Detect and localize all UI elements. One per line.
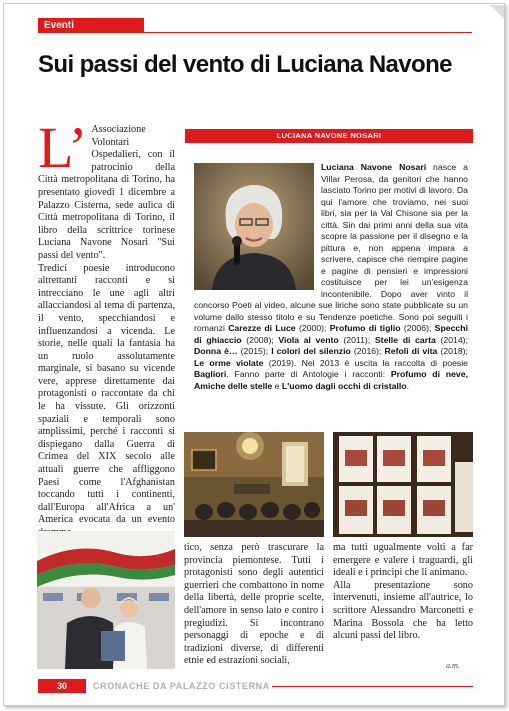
photo-event-room (184, 432, 324, 537)
author-biography: Luciana Navone Nosari nasce a Villar Perosa, da genitori che hanno lasciato Torino per motivi di lavoro. Da qui l'amore che troviamo, nei suoi libri, sia per la Val Chisone sia per la città. Sin dai primi anni della sua vita scopre la passione per il disegno e la pittura e, non appena impara a scrivere, capisce che riempire pagine e pagine di pensieri e impressioni costituisce per lei un'esigenza incontenibile. Dopo aver vinto il concorso Poeti al video, alcune sue liriche sono state pubblicate su un volume dallo stesso titolo e su Tendenze poetiche. Sono poi seguiti i romanzi Carezze di Luce (2000); Profumo di tiglio (2006); Specchi di ghiaccio (2008); Viola al vento (2011); Stelle di carta (2014); Donna è… (2015); I colori del silenzio (2016); Refoli di vita (2018); Le orme violate (2019). Nel 2013 è uscita la raccolta di poesie Bagliori. Fanno parte di Antologie i racconti: Profumo di neve, Amiche delle stelle e L'uomo dagli occhi di cristallo. (194, 162, 469, 391)
book-title: Le orme violate (194, 357, 264, 368)
book-title: Bagliori (194, 369, 227, 379)
article-paragraph: Tredici poesie introducono altrettanti racconti e si intrecciano le une agli altri allacciandosi al tema di partenza, il vento, specchiandosi e influenzandosi a vicenda. Le storie, nelle quali la fantasia ha un ruolo assolutamente marginale, si basano su vicende vere, apprese direttamente dai protagonisti o raccontate da chi le ha vissute. Gli orizzonti spaziali e temporali sono amplissimi, perché i racconti si dispiegano dalla Guerra di Crimea del XIX secolo alle attuali guerre che affliggono Paesi come l'Afghanistan toccando tutti i continenti, dall'Europa all'Africa a un' America evocata da un evento (38, 262, 175, 526)
book-title: Viola al vento (278, 334, 339, 345)
book-title: Stelle di carta (374, 334, 436, 345)
book-title: Profumo di neve, Amiche delle stelle (194, 369, 469, 391)
footer-rule (272, 686, 473, 687)
article-paragraph: tico, senza però trascurare la provincia piemontese. Tutti i protagonisti sono degli autentici guerrieri che combattono in nome della libertà, delle proprie scelte, dell'amore in senso lato e contro i pregiudizi. Si incontrano personaggi di epoche e di tradizioni diverse, di differenti etnie ed estrazioni sociali, (184, 542, 324, 667)
book-title: Profumo di tiglio (329, 323, 401, 333)
sidebar-heading: LUCIANA NAVONE NOSARI (185, 129, 473, 143)
book-title: Donna è… (194, 346, 238, 356)
article-intro: Associazione Volontari Ospedalieri, con il patrocinio della Città metropolitana di Torino, ha presentato giovedì 1 dicembre a Palazzo Cisterna, sede aulica di Città metropolitana di Torino, il libro della scrittrice torinese Luciana Navone Nosari "Sui passi del vento". (38, 124, 175, 261)
page-number: 30 (38, 679, 86, 693)
photo-author-with-guest (37, 531, 175, 669)
book-title: Specchi di ghiaccio (194, 323, 468, 345)
article-paragraph: Alla presentazione sono intervenuti, insieme all'autrice, lo scrittore Alessandro Marconetti e Marina Bossola che ha letto alcuni passi del libro. (333, 579, 473, 642)
book-title: Refoli di vita (384, 346, 438, 356)
section-label: Eventi (38, 18, 144, 33)
book-title: Carezze di Luce (228, 323, 296, 333)
bio-name: Luciana Navone Nosari (321, 162, 427, 172)
page-corner (490, 5, 504, 19)
book-title: L'uomo dagli occhi di cristallo (281, 380, 407, 391)
publication-title: CRONACHE DA PALAZZO CISTERNA (93, 681, 270, 691)
article-right-column (333, 542, 473, 652)
book-title: I colori del silenzio (271, 346, 351, 356)
article-middle-column (184, 542, 324, 670)
section-rule (144, 32, 472, 33)
article-headline: Sui passi del vento di Luciana Navone (38, 51, 452, 78)
author-signature: a.m. (446, 661, 460, 670)
article-left-column (38, 115, 175, 526)
photo-books (333, 432, 473, 537)
drop-cap: L’ (38, 115, 88, 180)
article-paragraph: ma tutti ugualmente volti a far emergere e valere i traguardi, gli ideali e i principi che li animano. (333, 542, 473, 579)
